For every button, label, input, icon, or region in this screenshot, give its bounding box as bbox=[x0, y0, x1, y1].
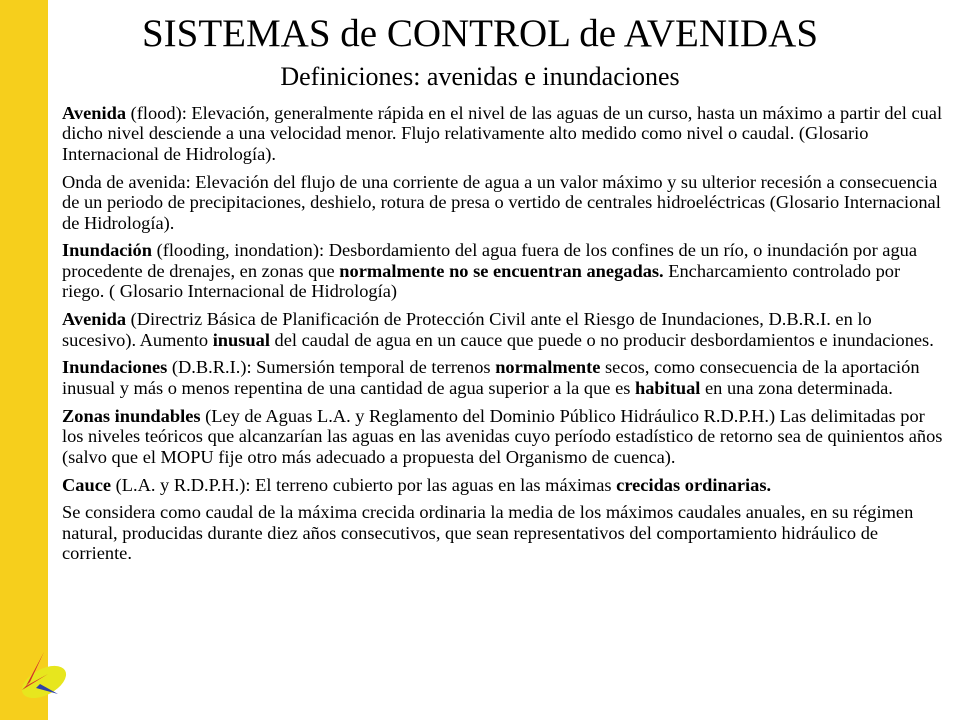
slide-subtitle: Definiciones: avenidas e inundaciones bbox=[280, 62, 680, 91]
definition-paragraph bbox=[62, 475, 946, 495]
text-run: (D.B.R.I.): Sumersión temporal de terrenos bbox=[167, 357, 496, 378]
definition-paragraph bbox=[62, 357, 946, 398]
text-run: Encharcamiento controlado por riego. ( Glosario Internacional de Hidrología) bbox=[62, 260, 901, 302]
text-run: en una zona determinada. bbox=[700, 377, 893, 398]
bold-term: Zonas inundables bbox=[62, 405, 201, 426]
bold-term: crecidas ordinarias. bbox=[616, 474, 772, 495]
bold-term: inusual bbox=[212, 329, 270, 350]
bold-term: Inundaciones bbox=[62, 357, 168, 378]
bold-term: normalmente no se encuentran anegadas. bbox=[339, 260, 664, 281]
text-run: del caudal de agua en un cauce que puede o no producir desbordamientos e inundaciones. bbox=[269, 329, 934, 350]
slide-title: SISTEMAS de CONTROL de AVENIDAS bbox=[141, 12, 819, 55]
definition-paragraph bbox=[62, 172, 946, 233]
text-run: (Directriz Básica de Planificación de Protección Civil ante el Riesgo de Inundaciones, D.B.R.I. en lo sucesivo). Aumento bbox=[62, 309, 872, 350]
left-decorative-band bbox=[0, 0, 48, 720]
definition-paragraph bbox=[62, 240, 946, 301]
bold-term: Inundación bbox=[62, 240, 152, 261]
definition-paragraph bbox=[62, 502, 946, 563]
bold-term: normalmente bbox=[495, 357, 601, 378]
text-run: (L.A. y R.D.P.H.): El terreno cubierto por las aguas en las máximas bbox=[111, 474, 617, 495]
text-run: (flood): Elevación, generalmente rápida en el nivel de las aguas de un curso, hasta un máximo a partir del cual dicho nivel desciende a una velocidad menor. Flujo relativamente alto medido como nivel o caudal. (Glosario Internacional de Hidrología). bbox=[62, 103, 943, 164]
text-run: Onda de avenida: Elevación del flujo de una corriente de agua a un valor máximo y su ulterior recesión a consecuencia de un periodo de precipitaciones, deshielo, rotura de presa o vertido de centrales hidroeléctricas (Glosario Internacional de Hidrología). bbox=[62, 171, 941, 233]
bold-term: habitual bbox=[634, 377, 701, 398]
definition-paragraph bbox=[62, 309, 946, 350]
definition-paragraph bbox=[62, 103, 946, 164]
text-run: Se considera como caudal de la máxima crecida ordinaria la media de los máximos caudales anuales, en su régimen natural, producidas durante diez años consecutivos, que sean representativos del comportamiento hidráulico de corriente. bbox=[62, 502, 914, 564]
institution-logo-icon bbox=[14, 638, 70, 698]
definition-paragraph bbox=[62, 406, 946, 467]
text-run: (flooding, inondation): Desbordamiento del agua fuera de los confines de un río, o inundación por agua procedente de drenajes, en zonas que bbox=[62, 240, 918, 281]
bold-term: Cauce bbox=[62, 474, 112, 495]
text-run: (Ley de Aguas L.A. y Reglamento del Dominio Público Hidráulico R.D.P.H.) Las delimitadas por los niveles teóricos que alcanzarían las aguas en las avenidas cuyo período estadístico de retorno sea de quinientos años (salvo que el MOPU fije otro más adecuado a propuesta del Organismo de cuenca). bbox=[62, 405, 943, 467]
definitions-text bbox=[62, 103, 946, 571]
bold-term: Avenida bbox=[62, 103, 127, 123]
text-run: secos, como consecuencia de la aportación inusual y más o menos repentina de una cantidad de agua superior a la que es bbox=[62, 357, 920, 398]
bold-term: Avenida bbox=[62, 309, 127, 330]
